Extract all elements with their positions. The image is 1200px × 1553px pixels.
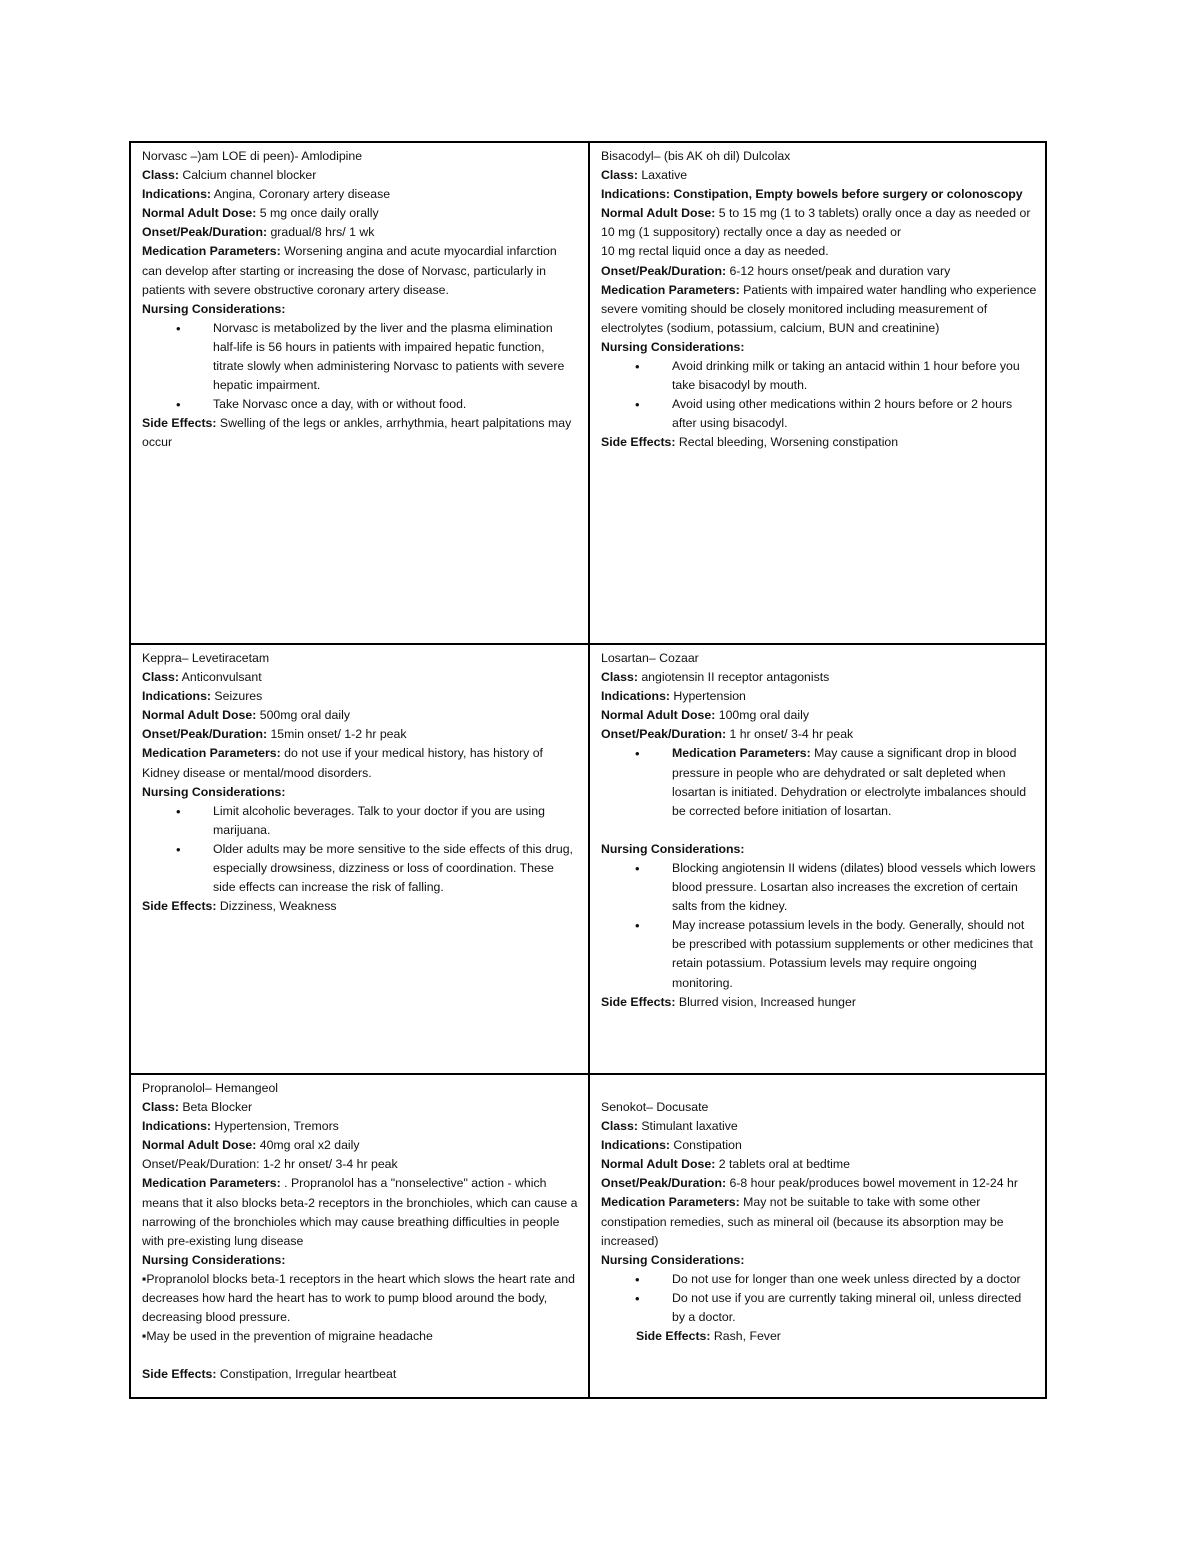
side-effects-value: Rectal bleeding, Worsening constipation: [675, 435, 899, 450]
parameters-label: Medication Parameters:: [601, 282, 740, 297]
side-effects-label: Side Effects:: [601, 435, 676, 450]
nursing-list: [601, 859, 1037, 993]
nursing-note: ▪May be used in the prevention of migraine headache: [142, 1329, 433, 1344]
class-value: Beta Blocker: [178, 1100, 253, 1115]
dose-label: Normal Adult Dose:: [601, 1157, 716, 1172]
onset-label: Onset/Peak/Duration:: [601, 1176, 727, 1191]
card-title: Senokot– Docusate: [601, 1100, 709, 1114]
side-effects-label: Side Effects:: [636, 1329, 711, 1344]
indications-value: Constipation, Empty bowels before surgery or colonoscopy: [670, 187, 1023, 202]
class-label: Class:: [601, 1119, 638, 1134]
parameters-label: Medication Parameters:: [672, 746, 811, 761]
nursing-list: [142, 802, 578, 897]
nursing-label: Nursing Considerations:: [142, 784, 286, 799]
card-propranolol: [131, 1075, 590, 1397]
class-label: Class:: [142, 1100, 179, 1115]
card-losartan: [590, 645, 1047, 1075]
dose-value: 5 to 15 mg (1 to 3 tablets) orally once a day as needed or: [715, 206, 1031, 221]
card-title: Bisacodyl– (bis AK oh dil) Dulcolax: [601, 149, 791, 163]
nursing-label: Nursing Considerations:: [142, 301, 286, 316]
side-effects-value: Swelling of the legs or ankles, arrhythmia, heart palpitations may occur: [142, 416, 572, 450]
onset-label: Onset/Peak/Duration:: [142, 727, 268, 742]
list-item: • Do not use for longer than one week unless directed by a doctor: [601, 1270, 1037, 1289]
class-value: Laxative: [637, 168, 688, 183]
parameters-value: . Propranolol has a "nonselective" action - which means that it also blocks beta-2 receptors in the bronchioles, which can cause a narrowing of the bronchioles which may cause breathing difficulties in people with pre-existing lung disease: [142, 1176, 578, 1248]
indications-value: Seizures: [211, 689, 263, 704]
list-item: • Older adults may be more sensitive to the side effects of this drug, especially drowsiness, dizziness or loss of coordination. These side effects can increase the risk of falling.: [142, 840, 578, 897]
nursing-label: Nursing Considerations:: [601, 1252, 745, 1267]
class-label: Class:: [601, 168, 638, 183]
side-effects-label: Side Effects:: [142, 899, 217, 914]
list-item: • Avoid using other medications within 2 hours before or 2 hours after using bisacodyl.: [601, 395, 1037, 433]
side-effects-label: Side Effects:: [601, 994, 676, 1009]
indications-label: Indications:: [142, 1119, 212, 1134]
indications-label: Indications:: [142, 689, 212, 704]
onset-value: 1 hr onset/ 3-4 hr peak: [726, 727, 854, 742]
onset-label: Onset/Peak/Duration:: [142, 225, 268, 240]
dose-line-2: 10 mg (1 suppository) rectally once a day as needed or: [601, 225, 902, 240]
class-value: Stimulant laxative: [637, 1119, 738, 1134]
dose-value: 500mg oral daily: [256, 708, 350, 723]
card-bisacodyl: [590, 143, 1047, 645]
onset-value: 1-2 hr onset/ 3-4 hr peak: [259, 1157, 398, 1172]
card-title: Norvasc –)am LOE di peen)- Amlodipine: [142, 149, 363, 163]
parameters-value: Worsening angina and acute myocardial infarction can develop after starting or increasing the dose of Norvasc, particularly in patients with severe obstructive coronary artery disease.: [142, 244, 557, 297]
class-label: Class:: [142, 670, 179, 685]
nursing-list: [142, 319, 578, 414]
class-value: Calcium channel blocker: [178, 168, 317, 183]
card-norvasc: [131, 143, 590, 645]
dose-label: Normal Adult Dose:: [142, 708, 257, 723]
list-item: • Avoid drinking milk or taking an antacid within 1 hour before you take bisacodyl by mouth.: [601, 357, 1037, 395]
indications-label: Indications:: [601, 1138, 671, 1153]
list-item: • Do not use if you are currently taking mineral oil, unless directed by a doctor.: [601, 1289, 1037, 1327]
onset-label: Onset/Peak/Duration:: [601, 263, 727, 278]
parameters-value: May cause a significant drop in blood pressure in people who are dehydrated or salt depleted when losartan is initiated. Dehydration or electrolyte imbalances should be corrected before initiation of losartan.: [672, 746, 1027, 818]
parameters-value: do not use if your medical history, has history of Kidney disease or mental/mood disorders.: [142, 746, 543, 780]
dose-label: Normal Adult Dose:: [601, 708, 716, 723]
side-effects-value: Constipation, Irregular heartbeat: [216, 1367, 397, 1382]
list-item: • Take Norvasc once a day, with or without food.: [142, 395, 578, 414]
card-title: Propranolol– Hemangeol: [142, 1081, 279, 1095]
nursing-label: Nursing Considerations:: [142, 1252, 286, 1267]
side-effects-value: Rash, Fever: [710, 1329, 781, 1344]
parameters-value: Patients with impaired water handling who experience severe vomiting should be closely monitored including measurement of electrolytes (sodium, potassium, calcium, BUN and creatinine): [601, 282, 1037, 335]
parameters-label: Medication Parameters:: [142, 244, 281, 259]
indications-label: Indications:: [601, 187, 671, 202]
class-label: Class:: [601, 670, 638, 685]
dose-label: Normal Adult Dose:: [142, 206, 257, 221]
parameters-value: May not be suitable to take with some other constipation remedies, such as mineral oil (because its absorption may be increased): [601, 1195, 1004, 1248]
card-keppra: [131, 645, 590, 1075]
indications-value: Angina, Coronary artery disease: [211, 187, 391, 202]
class-value: Anticonvulsant: [178, 670, 262, 685]
indications-value: Hypertension, Tremors: [211, 1119, 339, 1134]
nursing-label: Nursing Considerations:: [601, 339, 745, 354]
card-title: Losartan– Cozaar: [601, 651, 699, 665]
onset-value: gradual/8 hrs/ 1 wk: [267, 225, 375, 240]
parameters-list: [601, 744, 1037, 820]
nursing-list: [601, 357, 1037, 433]
onset-label: Onset/Peak/Duration:: [142, 1157, 260, 1172]
indications-value: Hypertension: [670, 689, 746, 704]
card-title: Keppra– Levetiracetam: [142, 651, 270, 665]
class-value: angiotensin II receptor antagonists: [637, 670, 830, 685]
side-effects-label: Side Effects:: [142, 1367, 217, 1382]
nursing-label: Nursing Considerations:: [601, 841, 745, 856]
onset-label: Onset/Peak/Duration:: [601, 727, 727, 742]
dose-value: 40mg oral x2 daily: [256, 1138, 360, 1153]
side-effects-value: Blurred vision, Increased hunger: [675, 994, 856, 1009]
parameters-label: Medication Parameters:: [601, 1195, 740, 1210]
indications-value: Constipation: [670, 1138, 742, 1153]
side-effects-value: Dizziness, Weakness: [216, 899, 337, 914]
list-item: • May increase potassium levels in the body. Generally, should not be prescribed with potassium supplements or other medicines that retain potassium. Potassium levels may require ongoing monitoring.: [601, 916, 1037, 992]
list-item: • Limit alcoholic beverages. Talk to your doctor if you are using marijuana.: [142, 802, 578, 840]
dose-value: 2 tablets oral at bedtime: [715, 1157, 850, 1172]
nursing-list: [601, 1270, 1037, 1327]
parameters-label: Medication Parameters:: [142, 1176, 281, 1191]
nursing-note: ▪Propranolol blocks beta-1 receptors in the heart which slows the heart rate and decreases how hard the heart has to work to pump blood around the body, decreasing blood pressure.: [142, 1271, 575, 1325]
drug-cards-table: [129, 141, 1047, 1399]
dose-label: Normal Adult Dose:: [601, 206, 716, 221]
card-senokot: [590, 1075, 1047, 1397]
onset-value: 6-12 hours onset/peak and duration vary: [726, 263, 951, 278]
dose-label: Normal Adult Dose:: [142, 1138, 257, 1153]
onset-value: 6-8 hour peak/produces bowel movement in 12-24 hr: [726, 1176, 1018, 1191]
onset-value: 15min onset/ 1-2 hr peak: [267, 727, 407, 742]
class-label: Class:: [142, 168, 179, 183]
parameters-label: Medication Parameters:: [142, 746, 281, 761]
dose-value: 100mg oral daily: [715, 708, 809, 723]
indications-label: Indications:: [601, 689, 671, 704]
list-item: • Blocking angiotensin II widens (dilates) blood vessels which lowers blood pressure. Losartan also increases the excretion of certain salts from the kidney.: [601, 859, 1037, 916]
side-effects-label: Side Effects:: [142, 416, 217, 431]
dose-line-3: 10 mg rectal liquid once a day as needed.: [601, 244, 829, 259]
dose-value: 5 mg once daily orally: [256, 206, 379, 221]
list-item: • Norvasc is metabolized by the liver and the plasma elimination half-life is 56 hours in patients with impaired hepatic function, titrate slowly when administering Norvasc to patients with severe hepatic impairment.: [142, 319, 578, 395]
indications-label: Indications:: [142, 187, 212, 202]
